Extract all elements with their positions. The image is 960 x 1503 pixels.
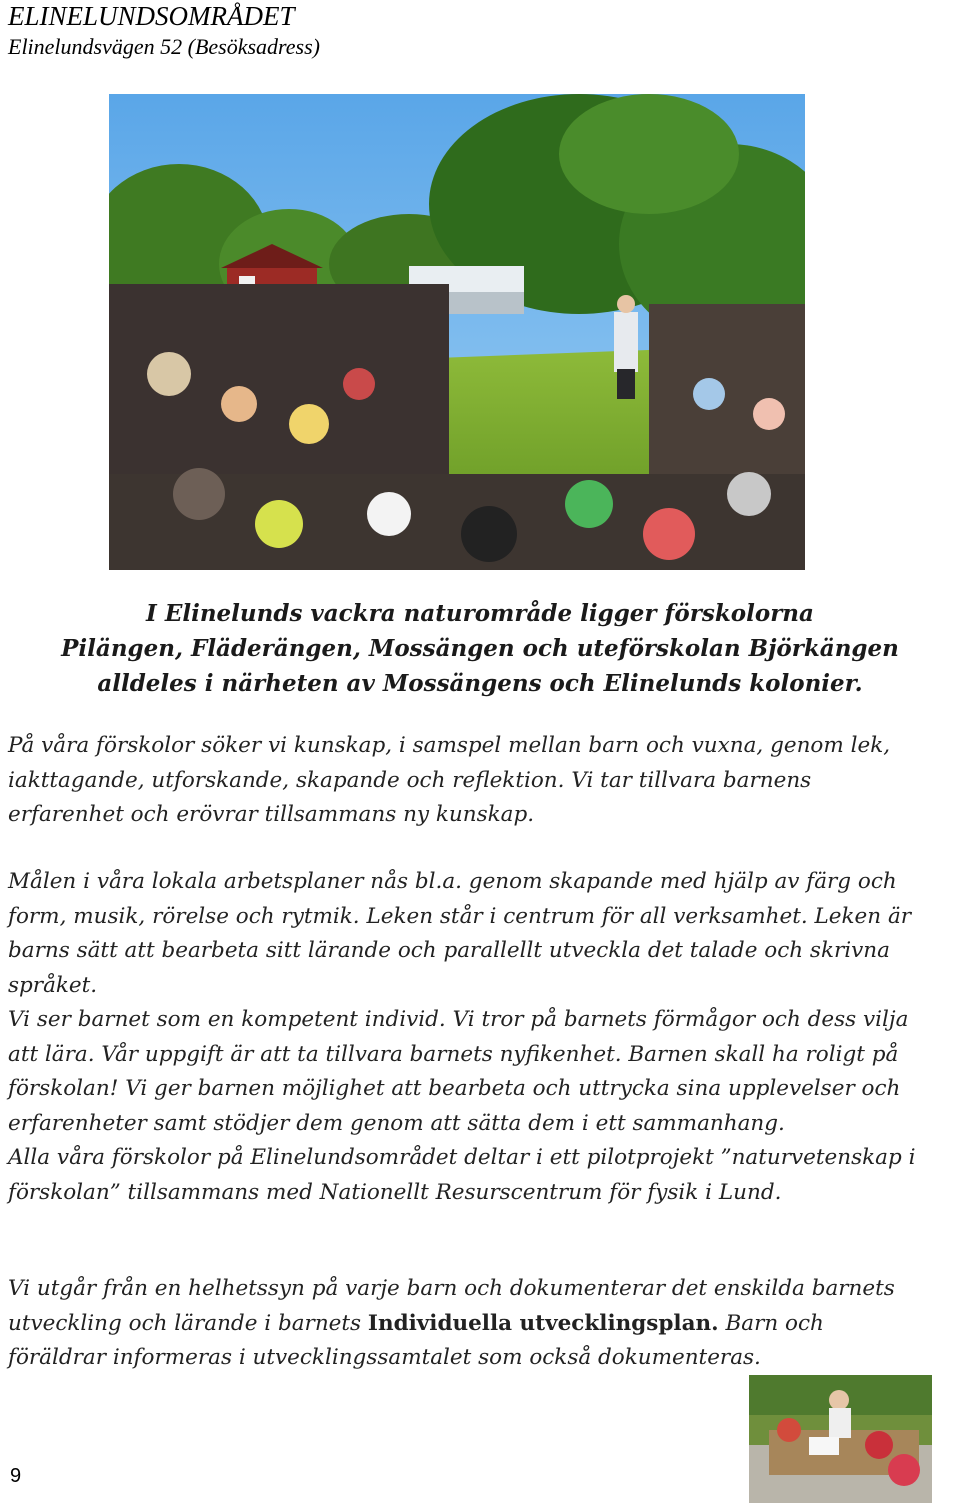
page-number: 9: [10, 1465, 22, 1487]
paragraph-goals: [8, 865, 960, 1210]
paragraph-line: erfarenheter samt stödjer dem genom att sätta dem i ett sammanhang.: [8, 1110, 785, 1136]
paragraph-line: erfarenhet och erövrar tillsammans ny kunskap.: [8, 802, 535, 827]
paragraph-line: form, musik, rörelse och rytmik. Leken står i centrum för all verksamhet. Leken är: [8, 903, 912, 929]
development-plan-term: Individuella utvecklingsplan.: [367, 1310, 719, 1336]
children-drawing-photo: [749, 1375, 932, 1503]
paragraph-line: förskolan” tillsammans med Nationellt Resurscentrum för fysik i Lund.: [8, 1179, 782, 1205]
paragraph-line: föräldrar informeras i utvecklingssamtalet som också dokumenteras.: [8, 1345, 761, 1370]
intro-line: Pilängen, Fläderängen, Mossängen och uteförskolan Björkängen: [61, 635, 899, 662]
paragraph-line: Vi ser barnet som en kompetent individ. Vi tror på barnets förmågor och dess vilja: [8, 1007, 909, 1032]
page-title: ELINELUNDSOMRÅDET: [8, 1, 295, 31]
paragraph-line: Vi utgår från en helhetssyn på varje barn och dokumenterar det enskilda barnets: [8, 1276, 895, 1301]
paragraph-line: Målen i våra lokala arbetsplaner nås bl.a. genom skapande med hjälp av färg och: [8, 869, 897, 894]
paragraph-line: På våra förskolor söker vi kunskap, i samspel mellan barn och vuxna, genom lek,: [8, 733, 891, 758]
intro-line: I Elinelunds vackra naturområde ligger förskolorna: [146, 600, 814, 627]
paragraph-line: språket.: [8, 972, 98, 998]
text-span: Barn och: [718, 1310, 824, 1336]
paragraph-development: [8, 1272, 960, 1376]
paragraph-line: Alla våra förskolor på Elinelundsområdet deltar i ett pilotprojekt ”naturvetenskap i: [8, 1145, 916, 1170]
crowd-photo: [109, 94, 805, 570]
intro-heading: [0, 596, 960, 701]
paragraph-line: förskolan! Vi ger barnen möjlighet att bearbeta och uttrycka sina upplevelser och: [8, 1076, 901, 1101]
paragraph-line: iakttagande, utforskande, skapande och reflektion. Vi tar tillvara barnens: [8, 767, 812, 793]
paragraph-line: [8, 1307, 960, 1342]
paragraph-line: barns sätt att bearbeta sitt lärande och parallellt utveckla det talade och skrivna: [8, 938, 890, 963]
paragraph-line: att lära. Vår uppgift är att ta tillvara barnets nyfikenhet. Barnen skall ha roligt på: [8, 1041, 899, 1067]
paragraph-learning: [8, 729, 960, 833]
text-span: utveckling och lärande i barnets: [8, 1310, 368, 1336]
visiting-address: Elinelundsvägen 52 (Besöksadress): [8, 34, 321, 59]
intro-line: alldeles i närheten av Mossängens och Elinelunds kolonier.: [97, 670, 863, 697]
